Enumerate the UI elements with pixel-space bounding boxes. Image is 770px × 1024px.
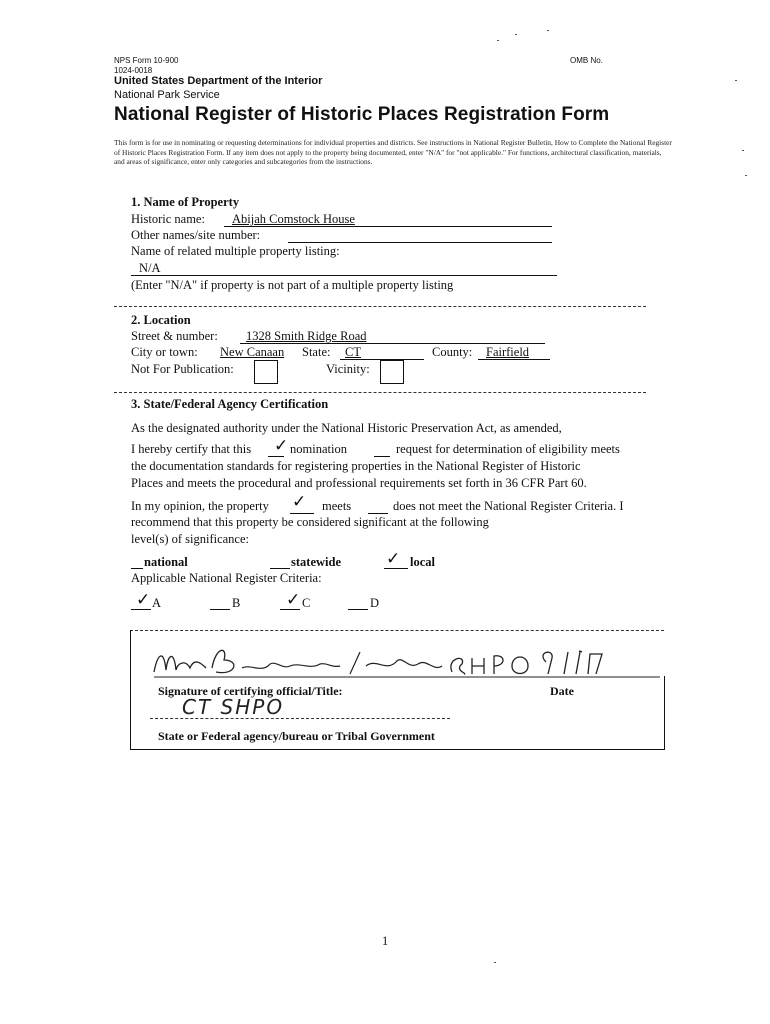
county-line (478, 359, 550, 360)
vicinity-checkbox[interactable] (380, 360, 404, 384)
signature-label: Signature of certifying official/Title: (158, 684, 343, 698)
section-1-heading: 1. Name of Property (131, 195, 240, 209)
page-number: 1 (382, 934, 389, 948)
criterion-b-blank (210, 609, 230, 610)
scan-speck (497, 40, 499, 41)
certify-text-line3: Places and meets the procedural and professional requirements set forth in 36 CFR Part 60. (131, 476, 587, 490)
criterion-a-check-icon[interactable]: ✓ (136, 590, 151, 610)
level-national: national (144, 555, 188, 569)
statewide-blank (270, 568, 290, 569)
historic-name-value[interactable]: Abijah Comstock House (232, 212, 355, 226)
not-for-publication-checkbox[interactable] (254, 360, 278, 384)
criteria-label: Applicable National Register Criteria: (131, 571, 322, 585)
certify-text-b: request for determination of eligibility meets (396, 442, 620, 456)
scan-speck (745, 175, 747, 176)
related-listing-label: Name of related multiple property listing: (131, 244, 340, 258)
opinion-text-a: In my opinion, the property (131, 499, 269, 513)
criterion-d-blank (348, 609, 368, 610)
section-3-heading: 3. State/Federal Agency Certification (131, 397, 329, 411)
department-name: United States Department of the Interior (114, 75, 323, 87)
date-label: Date (550, 684, 574, 698)
opinion-text-line2: recommend that this property be considered significant at the following (131, 515, 489, 529)
scan-speck (494, 962, 496, 963)
enter-na-note: (Enter "N/A" if property is not part of a multiple property listing (131, 278, 454, 292)
omb-number: 1024-0018 (114, 66, 153, 75)
state-value[interactable]: CT (345, 345, 361, 359)
nomination-blank (268, 456, 284, 457)
local-blank (384, 568, 408, 569)
section-2-heading: 2. Location (131, 313, 191, 327)
level-local: local (410, 555, 435, 569)
criterion-a: A (152, 596, 162, 610)
opinion-text-line3: level(s) of significance: (131, 532, 250, 546)
signature-block-bottom-border (130, 749, 664, 750)
vicinity-label: Vicinity: (326, 362, 370, 376)
meets-check-icon[interactable]: ✓ (292, 492, 307, 512)
nomination-check-icon[interactable]: ✓ (274, 436, 289, 456)
section-divider (114, 392, 646, 393)
city-value[interactable]: New Canaan (220, 345, 285, 359)
criterion-c-blank (280, 609, 300, 610)
street-label: Street & number: (131, 329, 218, 343)
city-label: City or town: (131, 345, 198, 359)
does-not-meet-blank (368, 513, 388, 514)
agency-line (150, 718, 450, 719)
certification-paragraph-1: As the designated authority under the National Historic Preservation Act, as amended, (131, 421, 562, 435)
section-divider (114, 306, 646, 307)
scan-speck (515, 34, 517, 35)
scan-speck (735, 80, 737, 81)
state-label: State: (302, 345, 331, 359)
county-label: County: (432, 345, 473, 359)
certify-text-a: I hereby certify that this (131, 442, 252, 456)
certify-text-line2: the documentation standards for registering properties in the National Register of Historic (131, 459, 581, 473)
national-blank (131, 568, 143, 569)
request-blank (374, 456, 390, 457)
omb-label: OMB No. (570, 56, 603, 65)
meets-blank (290, 513, 314, 514)
local-check-icon[interactable]: ✓ (386, 549, 401, 569)
agency-handwritten: CT SHPO (182, 695, 285, 719)
other-names-line (288, 242, 552, 243)
meets-label: meets (322, 499, 352, 513)
level-statewide: statewide (291, 555, 341, 569)
criterion-c-check-icon[interactable]: ✓ (286, 590, 301, 610)
nomination-label: nomination (290, 442, 347, 456)
signature-block-left-border (130, 630, 131, 750)
criterion-d: D (370, 596, 380, 610)
criterion-b: B (232, 596, 241, 610)
handwritten-signature (150, 644, 670, 680)
criterion-a-blank (131, 609, 151, 610)
service-name: National Park Service (114, 89, 220, 101)
opinion-text-b: does not meet the National Register Criteria. I (393, 499, 624, 513)
related-listing-line (131, 275, 557, 276)
other-names-label: Other names/site number: (131, 228, 261, 242)
street-line (240, 343, 545, 344)
scan-speck (547, 30, 549, 31)
form-number: NPS Form 10-900 (114, 56, 179, 65)
signature-block-right-border (664, 676, 665, 750)
criterion-c: C (302, 596, 311, 610)
historic-name-line (224, 226, 552, 227)
signature-block-top-border (130, 630, 664, 631)
scan-speck (742, 150, 744, 151)
not-for-publication-label: Not For Publication: (131, 362, 234, 376)
street-value[interactable]: 1328 Smith Ridge Road (246, 329, 367, 343)
related-listing-value[interactable]: N/A (139, 261, 161, 275)
historic-name-label: Historic name: (131, 212, 205, 226)
county-value[interactable]: Fairfield (486, 345, 530, 359)
form-title: National Register of Historic Places Registration Form (114, 104, 610, 125)
form-instructions: This form is for use in nominating or requesting determinations for individual properties and districts. See instructions in National Register Bulletin, How to Complete the National Register of Historic Places Registration Form. If any item does not apply to the property being documented, enter "N/A" for "not applicable." For functions, architectural classification, materials, and areas of significance, enter only categories and subcategories from the instructions. (114, 138, 672, 166)
agency-label: State or Federal agency/bureau or Tribal Government (158, 729, 435, 743)
